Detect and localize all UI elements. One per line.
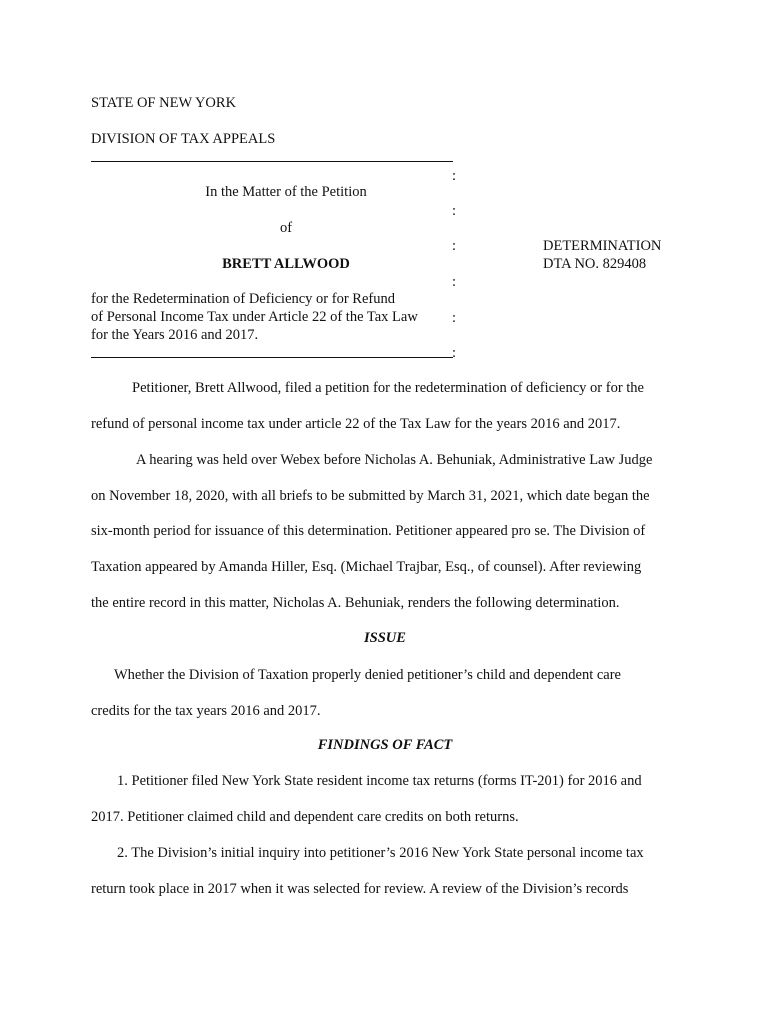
body-line: Petitioner, Brett Allwood, filed a petition for the redetermination of deficiency or for the [132, 380, 644, 396]
body-line: A hearing was held over Webex before Nicholas A. Behuniak, Administrative Law Judge [136, 452, 653, 468]
caption-colon: : [452, 274, 457, 290]
body-line: 2. The Division’s initial inquiry into petitioner’s 2016 New York State personal income tax [117, 845, 644, 861]
body-line: refund of personal income tax under article 22 of the Tax Law for the years 2016 and 2017. [91, 416, 621, 432]
issue-heading: ISSUE [364, 630, 406, 646]
caption-bottom-rule [91, 357, 453, 358]
purpose-line: for the Years 2016 and 2017. [91, 327, 259, 343]
body-line: Taxation appeared by Amanda Hiller, Esq. (Michael Trajbar, Esq., of counsel). After reviewing [91, 559, 642, 575]
body-line: the entire record in this matter, Nicholas A. Behuniak, renders the following determination. [91, 595, 620, 611]
caption-colon: : [452, 203, 457, 219]
body-line: return took place in 2017 when it was selected for review. A review of the Division’s records [91, 881, 629, 897]
body-line: credits for the tax years 2016 and 2017. [91, 703, 321, 719]
body-line: Whether the Division of Taxation properly denied petitioner’s child and dependent care [114, 667, 621, 683]
state-heading: STATE OF NEW YORK [91, 95, 237, 111]
body-line: on November 18, 2020, with all briefs to be submitted by March 31, 2021, which date began the [91, 488, 650, 504]
caption-top-rule [91, 161, 453, 162]
body-line: six-month period for issuance of this determination. Petitioner appeared pro se. The Division of [91, 523, 646, 539]
caption-colon: : [452, 238, 457, 254]
caption-colon: : [452, 310, 457, 326]
findings-heading: FINDINGS OF FACT [317, 737, 453, 753]
matter-line: In the Matter of the Petition [205, 184, 367, 200]
caption-colon: : [452, 345, 457, 361]
purpose-line: for the Redetermination of Deficiency or for Refund [91, 291, 395, 307]
body-line: 2017. Petitioner claimed child and dependent care credits on both returns. [91, 809, 519, 825]
caption-colon: : [452, 168, 457, 184]
petitioner-name: BRETT ALLWOOD [222, 256, 350, 272]
dta-number: DTA NO. 829408 [543, 256, 647, 272]
of-line: of [279, 220, 293, 236]
division-heading: DIVISION OF TAX APPEALS [91, 131, 276, 147]
determination-label: DETERMINATION [543, 238, 662, 254]
body-line: 1. Petitioner filed New York State resident income tax returns (forms IT-201) for 2016 and [117, 773, 642, 789]
purpose-line: of Personal Income Tax under Article 22 of the Tax Law [91, 309, 418, 325]
